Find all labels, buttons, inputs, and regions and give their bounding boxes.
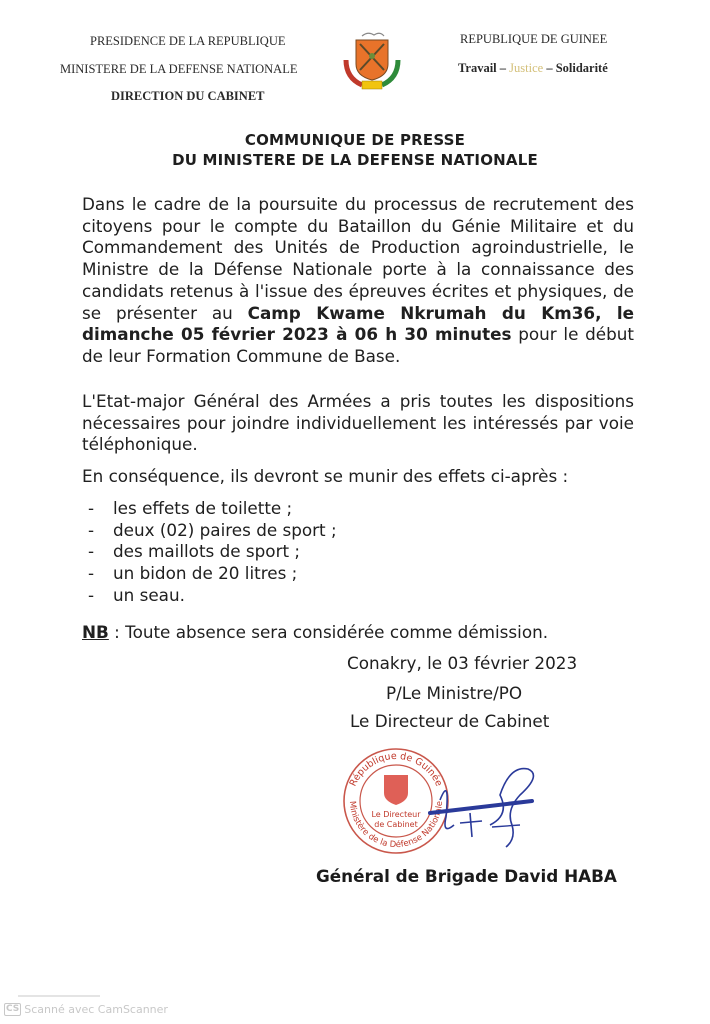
list-item-text: des maillots de sport ; [113,541,301,562]
header-motto [458,61,608,76]
header-presidence: PRESIDENCE DE LA REPUBLIQUE [90,34,286,48]
list-item-text: un seau. [113,584,185,605]
signer-role: Le Directeur de Cabinet [350,711,550,731]
document-subtitle: DU MINISTERE DE LA DEFENSE NATIONALE [172,151,538,169]
motto-solidarite: Solidarité [555,61,608,75]
paragraph-text: pour le début de leur Formation Commune de Base. [82,324,634,366]
paragraph-recruitment [82,194,634,368]
motto-travail: Travail [458,61,497,75]
list-item-text: les effets de toilette ; [113,498,293,518]
list-item-text: deux (02) paires de sport ; [113,519,337,540]
watermark-text: Scanné avec CamScanner [24,1003,168,1016]
stamp-text-bottom: Ministère de la Défense Nationale [346,800,446,851]
motto-justice: Justice [509,61,544,75]
header-direction: DIRECTION DU CABINET [111,89,265,103]
list-item [88,498,337,520]
items-list [88,498,337,607]
header-ministere: MINISTERE DE LA DEFENSE NATIONALE [60,62,298,76]
camscanner-watermark [4,1003,168,1016]
paragraph-consequence: En conséquence, ils devront se munir des effets ci-après : [82,466,569,486]
list-item [88,585,337,607]
list-item-text: un bidon de 20 litres ; [113,563,298,584]
bullet-dash: - [88,584,95,605]
bullet-dash: - [88,563,95,584]
on-behalf-line: P/Le Ministre/PO [386,683,523,703]
motto-separator: – [543,61,556,75]
handwritten-signature [420,755,550,850]
nb-text: : Toute absence sera considérée comme démission. [108,622,549,642]
motto-separator: – [496,61,510,75]
list-item [88,520,337,542]
stamp-text-top: République de Guinée [347,750,445,789]
list-item [88,563,337,585]
paragraph-contact: L'Etat-major Général des Armées a pris toutes les dispositions nécessaires pour joindre individuellement les intéressés par voie téléphonique. [82,391,634,455]
bullet-dash: - [88,541,95,562]
watermark-divider [18,995,100,997]
paragraph-bold-location-date: Camp Kwame Nkrumah du Km36, le dimanche 05 février 2023 à 06 h 30 minutes [82,302,634,345]
header-republique: REPUBLIQUE DE GUINEE [460,32,608,46]
nb-label: NB [82,622,109,642]
stamp-center-line1: Le Directeur [371,810,421,819]
bullet-dash: - [88,519,95,540]
document-title: COMMUNIQUE DE PRESSE [244,131,466,149]
paragraph-text: Dans le cadre de la poursuite du processus de recrutement des citoyens pour le compte du Bataillon du Génie Militaire et du Commandement des Unités de Production agroindustrielle, le Ministre de la Défense Nationale porte à la connaissance des candidats retenus à l'issue des épreuves écrites et physiques, de se présenter au [82,194,634,323]
signer-name: Général de Brigade David HABA [316,866,617,886]
list-item [88,541,337,563]
stamp-center-line2: de Cabinet [374,820,418,829]
camscanner-logo-icon: CS [6,1004,20,1014]
place-date: Conakry, le 03 février 2023 [347,653,578,673]
guinea-coat-of-arms-icon [340,30,404,92]
stamp-emblem-icon [384,775,408,805]
nota-bene [82,622,548,642]
bullet-dash: - [88,498,95,518]
